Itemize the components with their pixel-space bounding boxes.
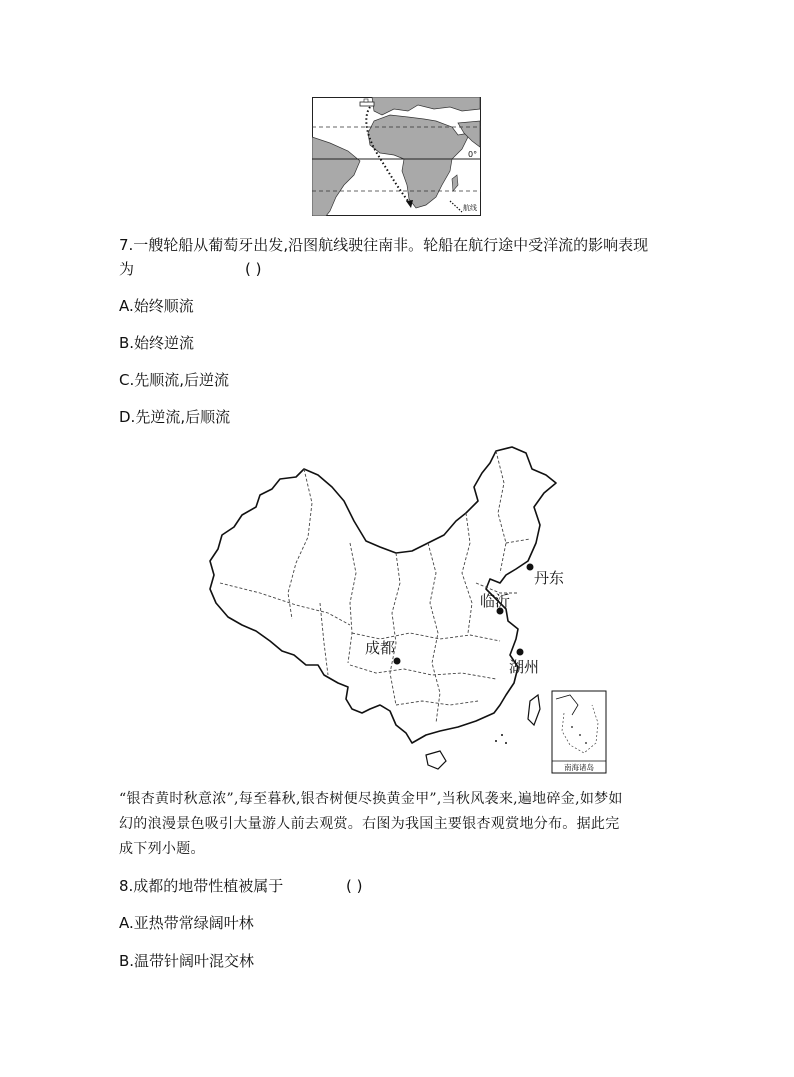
passage-line3: 成下列小题。 (119, 841, 205, 857)
city-label-dandong: 丹东 (534, 569, 565, 587)
q7-option-a[interactable]: A.始终顺流 (119, 297, 194, 315)
china-ginkgo-map (200, 443, 620, 778)
inset-label: 南海诸岛 (564, 763, 594, 772)
city-label-huzhou: 湖州 (509, 658, 540, 676)
q8-option-a[interactable]: A.亚热带常绿阔叶林 (119, 914, 254, 932)
city-label-chengdu: 成都 (365, 639, 396, 657)
south-china-sea-inset (552, 691, 606, 773)
q7-stem-line2: 为 (119, 260, 135, 278)
taiwan-island (528, 695, 540, 725)
q7-stem-line1: 7.一艘轮船从葡萄牙出发,沿图航线驶往南非。轮船在航行途中受洋流的影响表现 (119, 236, 649, 254)
q8-answer-bracket: ( ) (346, 877, 363, 895)
passage (119, 787, 679, 862)
hainan-island (426, 751, 446, 769)
city-dandong (527, 564, 565, 588)
q7-answer-bracket: ( ) (245, 260, 262, 278)
q7-option-c[interactable]: C.先顺流,后逆流 (119, 371, 230, 389)
passage-line1: “银杏黄时秋意浓”,每至暮秋,银杏树便尽换黄金甲”,当秋风袭来,遍地碎金,如梦如 (119, 791, 623, 807)
passage-line2: 幻的浪漫景色吸引大量游人前去观赏。右图为我国主要银杏观赏地分布。据此完 (119, 816, 620, 832)
atlantic-route-map (312, 97, 481, 216)
q7-option-d[interactable]: D.先逆流,后顺流 (119, 408, 231, 426)
q7-option-b[interactable]: B.始终逆流 (119, 334, 195, 352)
city-label-linyi: 临沂 (480, 592, 511, 610)
q8-stem: 8.成都的地带性植被属于 (119, 877, 284, 895)
city-huzhou (509, 649, 539, 677)
q8-option-b[interactable]: B.温带针阔叶混交林 (119, 952, 255, 970)
equator-label: 0° (468, 150, 478, 159)
route-legend-label: 航线 (463, 204, 477, 212)
